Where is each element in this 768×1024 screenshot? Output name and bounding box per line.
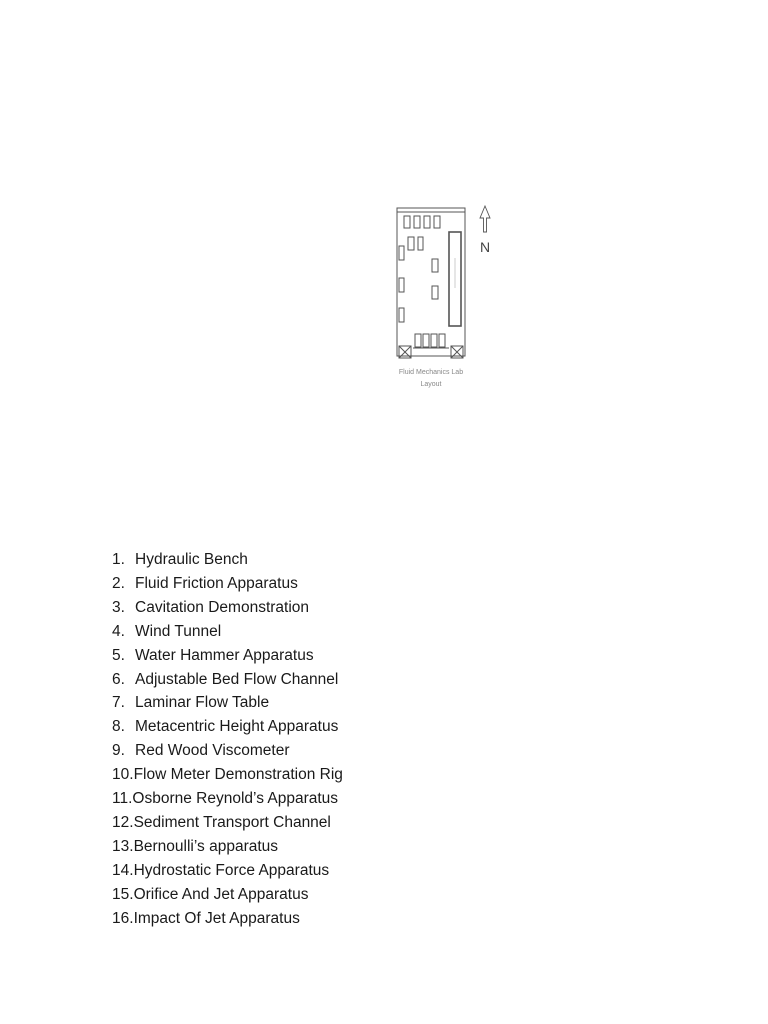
list-item	[112, 739, 343, 763]
list-item-number: 6.	[112, 670, 125, 688]
list-item-label: Sediment Transport Channel	[133, 813, 331, 831]
list-item-number: 8.	[112, 718, 125, 736]
list-item-label: Laminar Flow Table	[135, 694, 270, 712]
list-item-label: Osborne Reynold’s Apparatus	[132, 790, 339, 808]
list-item	[112, 572, 343, 596]
equipment-box	[408, 237, 414, 250]
list-item-label: Orifice And Jet Apparatus	[133, 885, 309, 903]
list-item-label: Red Wood Viscometer	[135, 742, 290, 760]
list-item-label: Water Hammer Apparatus	[135, 646, 314, 664]
equipment-box	[432, 286, 438, 299]
list-item-number: 16.	[112, 909, 134, 927]
list-item-label: Wind Tunnel	[135, 622, 222, 640]
list-item-number: 2.	[112, 574, 125, 592]
list-item-number: 13.	[112, 837, 134, 855]
list-item-label: Hydraulic Bench	[135, 551, 248, 568]
list-item-number: 11.	[112, 790, 133, 808]
north-label: N	[480, 239, 491, 255]
equipment-box	[404, 216, 410, 228]
equipment-box	[414, 216, 420, 228]
north-arrow-icon	[480, 206, 490, 232]
list-item	[112, 787, 343, 811]
list-item-number: 5.	[112, 646, 125, 664]
list-item-number: 4.	[112, 622, 125, 640]
equipment-box	[424, 216, 430, 228]
list-item-label: Fluid Friction Apparatus	[135, 574, 298, 592]
lab-layout-figure	[385, 198, 505, 398]
list-item	[112, 668, 343, 692]
list-item-number: 7.	[112, 694, 125, 712]
list-item	[112, 883, 343, 907]
list-item-label: Cavitation Demonstration	[135, 598, 310, 616]
equipment-box	[399, 246, 404, 260]
list-item-number: 14.	[112, 861, 134, 879]
equipment-box	[434, 216, 440, 228]
equipment-box	[415, 334, 421, 347]
list-item	[112, 763, 343, 787]
list-item-label: Hydrostatic Force Apparatus	[133, 861, 330, 879]
equipment-box	[418, 237, 423, 250]
equipment-box	[432, 259, 438, 272]
list-item-number: 1.	[112, 551, 125, 568]
equipment-box	[423, 334, 429, 347]
equipment-list	[112, 548, 343, 931]
list-item	[112, 548, 343, 572]
list-item	[112, 596, 343, 620]
list-item	[112, 644, 343, 668]
list-item-label: Flow Meter Demonstration Rig	[133, 766, 343, 784]
equipment-box	[439, 334, 445, 347]
list-item	[112, 859, 343, 883]
list-item-number: 15.	[112, 885, 134, 903]
list-item-label: Bernoulli’s apparatus	[133, 837, 279, 855]
list-item	[112, 620, 343, 644]
equipment-box	[431, 334, 437, 347]
list-item	[112, 691, 343, 715]
equipment-box	[399, 278, 404, 292]
figure-caption-line1: Fluid Mechanics Lab	[398, 369, 464, 376]
list-item-label: Metacentric Height Apparatus	[135, 718, 339, 736]
list-item-label: Adjustable Bed Flow Channel	[135, 670, 339, 688]
list-item	[112, 907, 343, 931]
figure-caption-line2: Layout	[420, 381, 442, 388]
list-item-label: Impact Of Jet Apparatus	[133, 909, 300, 927]
list-item-number: 9.	[112, 742, 125, 760]
list-item	[112, 715, 343, 739]
lab-floor-plan	[385, 198, 505, 398]
list-item	[112, 811, 343, 835]
list-item-number: 3.	[112, 598, 125, 616]
list-item-number: 12.	[112, 813, 134, 831]
list-item	[112, 835, 343, 859]
list-item-number: 10.	[112, 766, 134, 784]
equipment-box	[399, 308, 404, 322]
